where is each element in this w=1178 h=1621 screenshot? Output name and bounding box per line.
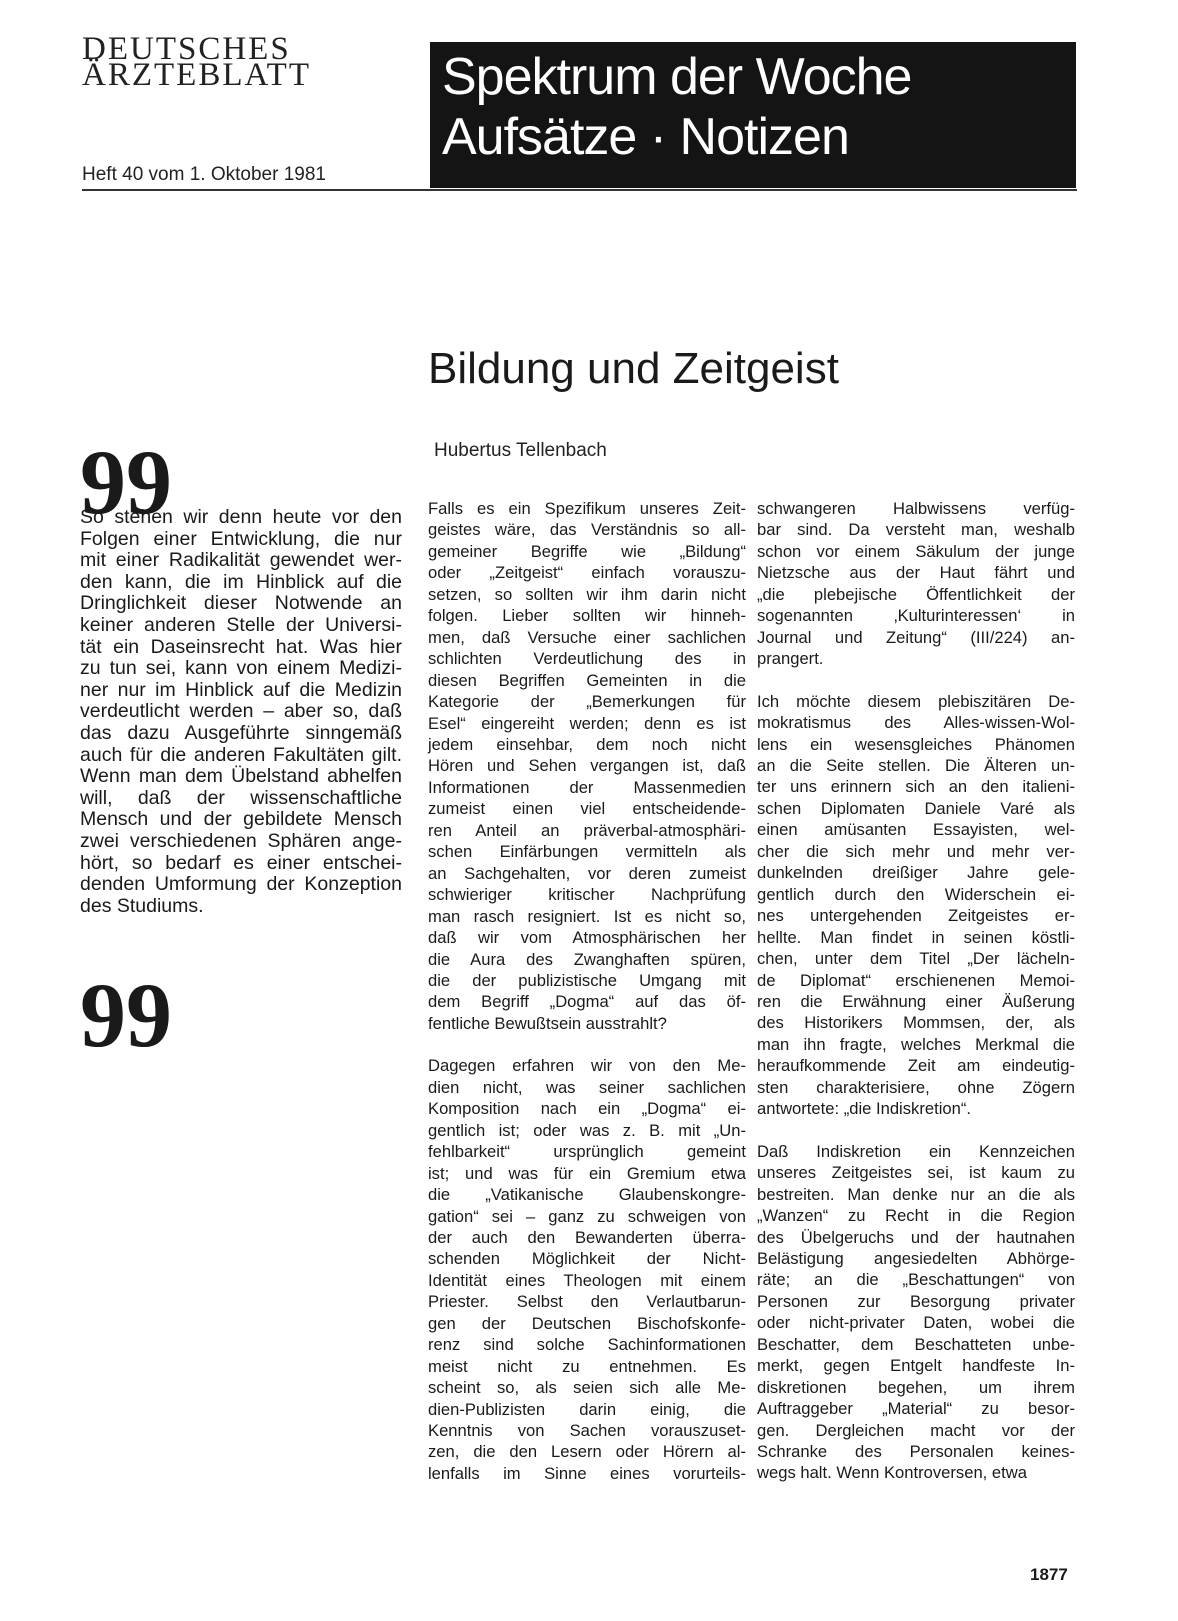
text-line: Esel“ eingereiht werden; denn es ist xyxy=(428,713,746,733)
pull-quote-line: Dringlichkeit dieser Notwende an xyxy=(80,592,402,615)
text-line: schenden Möglichkeit der Nicht- xyxy=(428,1249,746,1269)
pull-quote-line: denden Umformung der Konzeption xyxy=(80,873,402,896)
text-line: dien nicht, was seiner sachlichen xyxy=(428,1077,746,1097)
text-line: „Wanzen“ zu Recht in die Region xyxy=(757,1206,1075,1226)
text-line: zumeist einen viel entscheidende- xyxy=(428,799,746,819)
pull-quote-line: keiner anderen Stelle der Universi- xyxy=(80,613,402,636)
text-line: daß wir vom Atmosphärischen her xyxy=(428,928,746,948)
text-line: die Aura des Zwanghaften spüren, xyxy=(428,949,746,969)
pull-quote-line: des Studiums. xyxy=(80,894,204,917)
text-line: Journal und Zeitung“ (III/224) an- xyxy=(757,627,1075,647)
text-line: diesen Begriffen Gemeinten in die xyxy=(428,670,746,690)
text-line: schen Einfärbungen vermitteln als xyxy=(428,842,746,862)
text-line: heraufkommende Zeit am eindeutig- xyxy=(757,1056,1075,1076)
paragraph xyxy=(428,1055,746,1484)
pull-quote-line: Wenn man dem Übelstand abhelfen xyxy=(80,765,402,788)
text-line: schon vor einem Säkulum der junge xyxy=(757,541,1075,561)
text-line: der auch den Bewanderten überra- xyxy=(428,1227,746,1247)
text-line: dunkelnden dreißiger Jahre gele- xyxy=(757,863,1075,883)
text-line: gation“ sei – ganz zu schweigen von xyxy=(428,1206,746,1226)
pull-quote-line: So stehen wir denn heute vor den xyxy=(80,506,402,528)
opening-quote-mark: 99 xyxy=(80,431,172,533)
text-line: Identität eines Theologen mit einem xyxy=(428,1270,746,1290)
text-line: ren die Erwähnung einer Äußerung xyxy=(757,991,1075,1011)
text-line: Informationen der Massenmedien xyxy=(428,777,746,797)
text-line: sten charakterisiere, ohne Zögern xyxy=(757,1077,1075,1097)
text-line: mokratismus des Alles-wissen-Wol- xyxy=(757,713,1075,733)
text-line: zen, die den Lesern oder Hörern al- xyxy=(428,1442,746,1462)
text-column-1 xyxy=(428,498,746,1505)
text-line: wegs halt. Wenn Kontroversen, etwa xyxy=(757,1463,1027,1483)
text-line: men, daß Versuche einer sachlichen xyxy=(428,627,746,647)
text-line: schwangeren Halbwissens verfüg- xyxy=(757,499,1075,518)
text-line: jedem einsehbar, dem noch nicht xyxy=(428,734,746,754)
text-line: hellte. Man findet in seinen köstli- xyxy=(757,927,1075,947)
text-line: man rasch resigniert. Ist es nicht so, xyxy=(428,906,746,926)
article-title: Bildung und Zeitgeist xyxy=(428,344,839,393)
text-line: dien-Publizisten darin einig, die xyxy=(428,1399,746,1419)
pull-quote-line: zwei verschiedenen Sphären ange- xyxy=(80,829,402,852)
text-line: schwieriger kritischer Nachprüfung xyxy=(428,885,746,905)
text-line: des Übelgeruchs und der hautnahen xyxy=(757,1227,1075,1247)
text-line: „die plebejische Öffentlichkeit der xyxy=(757,584,1075,604)
pull-quote-line: hört, so bedarf es einer entschei- xyxy=(80,851,402,874)
text-line: renz sind solche Sachinformationen xyxy=(428,1335,746,1355)
text-line: an die Seite stellen. Die Älteren un- xyxy=(757,755,1075,775)
closing-quote-mark: 99 xyxy=(80,964,172,1066)
pull-quote-line: das dazu Ausgeführte sinngemäß xyxy=(80,721,402,744)
text-line: chen, unter dem Titel „Der lächeln- xyxy=(757,949,1075,969)
pull-quote-line: zu tun sei, kann von einem Medizi- xyxy=(80,657,402,680)
paragraph xyxy=(757,498,1075,670)
pull-quote-line: auch für die anderen Fakultäten gilt. xyxy=(80,743,402,766)
text-line: lens ein wesensgleiches Phänomen xyxy=(757,734,1075,754)
text-line: ist; und was für ein Gremium etwa xyxy=(428,1163,746,1183)
text-line: die „Vatikanische Glaubenskongre- xyxy=(428,1185,746,1205)
text-line: bar sind. Da versteht man, weshalb xyxy=(757,520,1075,540)
pull-quote-line: Mensch und der gebildete Mensch xyxy=(80,808,402,831)
text-line: gentlich durch den Widerschein ei- xyxy=(757,884,1075,904)
banner-line-1: Spektrum der Woche xyxy=(442,48,912,106)
text-line: oder nicht-privater Daten, wobei die xyxy=(757,1313,1075,1333)
text-line: Priester. Selbst den Verlautbarun- xyxy=(428,1292,746,1312)
text-line: prangert. xyxy=(757,649,824,669)
text-line: cher die sich mehr und mehr ver- xyxy=(757,841,1075,861)
text-line: einen amüsanten Essayisten, wel- xyxy=(757,820,1075,840)
text-line: schlichten Verdeutlichung des in xyxy=(428,649,746,669)
text-line: Kenntnis von Sachen vorauszuset- xyxy=(428,1421,746,1441)
text-line: man ihn fragte, welches Merkmal die xyxy=(757,1034,1075,1054)
text-line: fehlbarkeit“ ursprünglich gemeint xyxy=(428,1142,746,1162)
text-line: antwortete: „die Indiskretion“. xyxy=(757,1099,971,1119)
text-line: ren Anteil an präverbal-atmosphäri- xyxy=(428,820,746,840)
pull-quote-line: ner nur im Hinblick auf die Medizin xyxy=(80,678,402,701)
text-line: Dagegen erfahren wir von den Me- xyxy=(428,1056,746,1076)
paragraph xyxy=(757,691,1075,1120)
text-line: Daß Indiskretion ein Kennzeichen xyxy=(757,1141,1075,1161)
paragraph xyxy=(757,1141,1075,1484)
text-line: gentlich ist; oder was z. B. mit „Un- xyxy=(428,1120,746,1140)
pull-quote-line: will, daß der wissenschaftliche xyxy=(80,786,402,809)
header-rule xyxy=(82,189,1077,191)
text-line: folgen. Lieber sollten wir hinneh- xyxy=(428,606,746,626)
text-line: an Sachgehalten, vor deren zumeist xyxy=(428,863,746,883)
section-banner xyxy=(430,42,1076,188)
paragraph xyxy=(428,498,746,1034)
text-line: Nietzsche aus der Haut fährt und xyxy=(757,563,1075,583)
journal-masthead xyxy=(82,31,311,93)
text-line: gemeiner Begriffe wie „Bildung“ xyxy=(428,541,746,561)
text-line: schen Diplomaten Daniele Varé als xyxy=(757,798,1075,818)
article-author: Hubertus Tellenbach xyxy=(434,440,607,461)
text-line: Falls es ein Spezifikum unseres Zeit- xyxy=(428,499,746,518)
text-line: ter uns erinnern sich an den italieni- xyxy=(757,777,1075,797)
text-line: Auftraggeber „Material“ zu besor- xyxy=(757,1399,1075,1419)
pull-quote-line: tät ein Daseinsrecht hat. Was hier xyxy=(80,635,402,658)
text-line: sogenannten ‚Kulturinteressen‘ in xyxy=(757,606,1075,626)
text-line: diskretionen begehen, um ihrem xyxy=(757,1377,1075,1397)
text-line: merkt, gegen Entgelt handfeste In- xyxy=(757,1356,1075,1376)
text-line: de Diplomat“ erschienenen Memoi- xyxy=(757,970,1075,990)
text-line: räte; an die „Beschattungen“ von xyxy=(757,1270,1075,1290)
masthead-line-1: DEUTSCHES xyxy=(82,31,291,67)
text-line: Kategorie der „Bemerkungen für xyxy=(428,692,746,712)
text-line: Komposition nach ein „Dogma“ ei- xyxy=(428,1099,746,1119)
text-line: gen der Deutschen Bischofskonfe- xyxy=(428,1313,746,1333)
pull-quote-line: mit einer Radikalität gewendet wer- xyxy=(80,549,402,572)
text-line: Schranke des Personalen keines- xyxy=(757,1442,1075,1462)
text-line: meist nicht zu entnehmen. Es xyxy=(428,1356,746,1376)
text-line: oder „Zeitgeist“ einfach vorauszu- xyxy=(428,563,746,583)
pull-quote-line: Folgen einer Entwicklung, die nur xyxy=(80,527,402,550)
banner-line-2: Aufsätze · Notizen xyxy=(442,108,849,166)
pull-quote-line: den kann, die im Hinblick auf die xyxy=(80,570,402,593)
text-line: scheint so, als seien sich alle Me- xyxy=(428,1378,746,1398)
page-number: 1877 xyxy=(1030,1565,1068,1584)
text-line: Ich möchte diesem plebiszitären De- xyxy=(757,691,1075,711)
pull-quote-line: verdeutlicht werden – aber so, daß xyxy=(80,700,402,723)
text-line: Hören und Sehen vergangen ist, daß xyxy=(428,756,746,776)
text-line: Personen zur Besorgung privater xyxy=(757,1291,1075,1311)
text-line: Belästigung angesiedelten Abhörge- xyxy=(757,1248,1075,1268)
pull-quote xyxy=(80,507,402,917)
masthead-line-2: ÄRZTEBLATT xyxy=(82,57,311,93)
text-line: setzen, so sollten wir ihm darin nicht xyxy=(428,584,746,604)
text-column-2 xyxy=(757,498,1075,1505)
text-line: lenfalls im Sinne eines vorurteils- xyxy=(428,1463,746,1483)
text-line: nes untergehenden Zeitgeistes er- xyxy=(757,906,1075,926)
text-line: unseres Zeitgeistes sei, ist kaum zu xyxy=(757,1163,1075,1183)
text-line: dem Begriff „Dogma“ auf das öf- xyxy=(428,992,746,1012)
text-line: die der publizistische Umgang mit xyxy=(428,970,746,990)
text-line: des Historikers Mommsen, der, als xyxy=(757,1013,1075,1033)
issue-line: Heft 40 vom 1. Oktober 1981 xyxy=(82,164,326,185)
text-line: bestreiten. Man denke nur an die als xyxy=(757,1184,1075,1204)
text-line: Beschatter, dem Beschatteten unbe- xyxy=(757,1334,1075,1354)
text-line: geistes wäre, das Verständnis so all- xyxy=(428,520,746,540)
text-line: fentliche Bewußtsein ausstrahlt? xyxy=(428,1013,667,1033)
text-line: gen. Dergleichen macht vor der xyxy=(757,1420,1075,1440)
